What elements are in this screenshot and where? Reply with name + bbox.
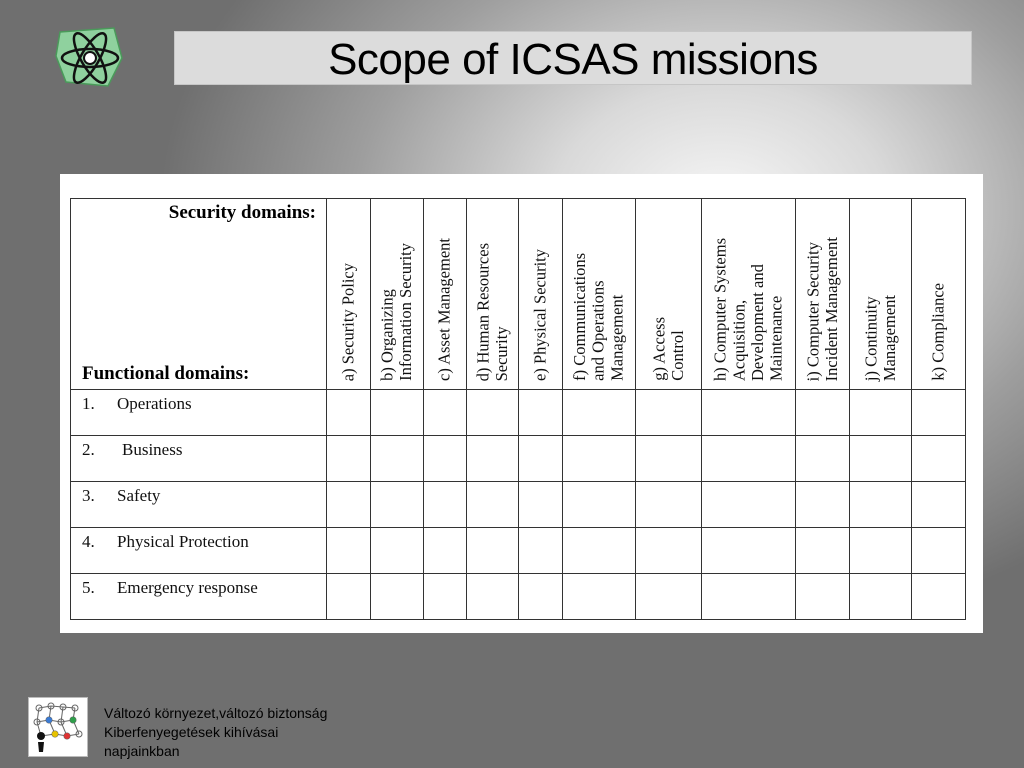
header-row	[71, 199, 966, 390]
row-label-cell	[71, 574, 327, 620]
row-label: Business	[122, 440, 183, 459]
row-label-cell	[71, 390, 327, 436]
column-header-text: a) Security Policy	[338, 262, 358, 381]
column-header	[371, 199, 424, 390]
row-label: Operations	[117, 394, 192, 413]
slide-title: Scope of ICSAS missions	[328, 35, 818, 84]
column-header-text: b) Organizing Information Security	[377, 243, 415, 381]
table-cell	[636, 574, 702, 620]
table-cell	[467, 574, 519, 620]
table-cell	[519, 482, 563, 528]
table-cell	[424, 528, 467, 574]
table-cell	[327, 528, 371, 574]
footer-text	[104, 704, 327, 761]
table-cell	[912, 482, 966, 528]
security-domains-label: Security domains:	[168, 202, 316, 223]
table-cell	[467, 482, 519, 528]
table-cell	[702, 574, 796, 620]
row-label-cell	[71, 482, 327, 528]
table-cell	[327, 436, 371, 482]
table-cell	[850, 390, 912, 436]
table-cell	[424, 436, 467, 482]
table-cell	[563, 528, 636, 574]
table-cell	[702, 528, 796, 574]
column-header	[467, 199, 519, 390]
column-header-text: c) Asset Management	[434, 238, 454, 381]
column-header	[850, 199, 912, 390]
column-header-text: h) Computer Systems Acquisition, Development and Maintenance	[710, 238, 786, 381]
table-row	[71, 528, 966, 574]
row-label-cell	[71, 436, 327, 482]
row-number: 5.	[82, 578, 95, 597]
column-header-text: d) Human Resources Security	[472, 242, 511, 381]
row-number: 1.	[82, 394, 95, 413]
table-cell	[467, 436, 519, 482]
table-cell	[796, 574, 850, 620]
table-cell	[850, 482, 912, 528]
table-row	[71, 390, 966, 436]
table-cell	[636, 482, 702, 528]
table-cell	[850, 528, 912, 574]
footer-line: Kiberfenyegetések kihívásai	[104, 724, 279, 740]
atom-logo-icon	[52, 24, 128, 90]
table-cell	[327, 482, 371, 528]
row-label: Safety	[117, 486, 161, 505]
people-network-icon	[28, 697, 88, 757]
title-bar	[174, 31, 972, 85]
column-header-text: i) Computer Security Incident Management	[802, 236, 841, 381]
row-number: 2.	[82, 440, 95, 459]
row-label: Emergency response	[117, 578, 258, 597]
column-header-text: j) Continuity Management	[860, 294, 899, 381]
table-cell	[519, 574, 563, 620]
table-row	[71, 574, 966, 620]
table-cell	[424, 574, 467, 620]
table-cell	[519, 528, 563, 574]
table-cell	[850, 436, 912, 482]
table-cell	[563, 574, 636, 620]
table-cell	[702, 482, 796, 528]
table-cell	[519, 436, 563, 482]
table-cell	[371, 436, 424, 482]
row-label: Physical Protection	[117, 532, 249, 551]
table-row	[71, 436, 966, 482]
table-panel	[60, 174, 983, 633]
table-cell	[424, 390, 467, 436]
row-label-cell	[71, 528, 327, 574]
table-cell	[424, 482, 467, 528]
table-cell	[636, 436, 702, 482]
table-cell	[702, 436, 796, 482]
table-cell	[912, 528, 966, 574]
table-cell	[519, 390, 563, 436]
table-cell	[467, 390, 519, 436]
table-cell	[702, 390, 796, 436]
scope-table	[70, 198, 966, 620]
table-cell	[796, 482, 850, 528]
row-number: 4.	[82, 532, 95, 551]
table-cell	[371, 390, 424, 436]
column-header-text: g) Access Control	[648, 317, 687, 381]
table-cell	[563, 482, 636, 528]
table-cell	[912, 390, 966, 436]
table-cell	[327, 574, 371, 620]
table-cell	[371, 482, 424, 528]
row-number: 3.	[82, 486, 95, 505]
footer-line: napjainkban	[104, 743, 180, 759]
column-header	[702, 199, 796, 390]
table-cell	[327, 390, 371, 436]
table-cell	[796, 390, 850, 436]
table-cell	[467, 528, 519, 574]
table-cell	[636, 390, 702, 436]
column-header	[327, 199, 371, 390]
table-cell	[563, 390, 636, 436]
table-cell	[912, 436, 966, 482]
column-header-text: k) Compliance	[928, 283, 948, 381]
table-cell	[371, 574, 424, 620]
column-header-text: e) Physical Security	[530, 249, 550, 381]
footer-line: Változó környezet,változó biztonság	[104, 705, 328, 721]
table-cell	[563, 436, 636, 482]
column-header	[563, 199, 636, 390]
column-header	[519, 199, 563, 390]
table-cell	[912, 574, 966, 620]
functional-domains-label: Functional domains:	[82, 363, 250, 384]
column-header	[424, 199, 467, 390]
table-cell	[796, 528, 850, 574]
table-cell	[850, 574, 912, 620]
column-header	[796, 199, 850, 390]
column-header-text: f) Communications and Operations Management	[570, 253, 627, 381]
table-cell	[796, 436, 850, 482]
corner-cell	[71, 199, 327, 390]
column-header	[912, 199, 966, 390]
table-cell	[636, 528, 702, 574]
column-header	[636, 199, 702, 390]
table-row	[71, 482, 966, 528]
table-cell	[371, 528, 424, 574]
